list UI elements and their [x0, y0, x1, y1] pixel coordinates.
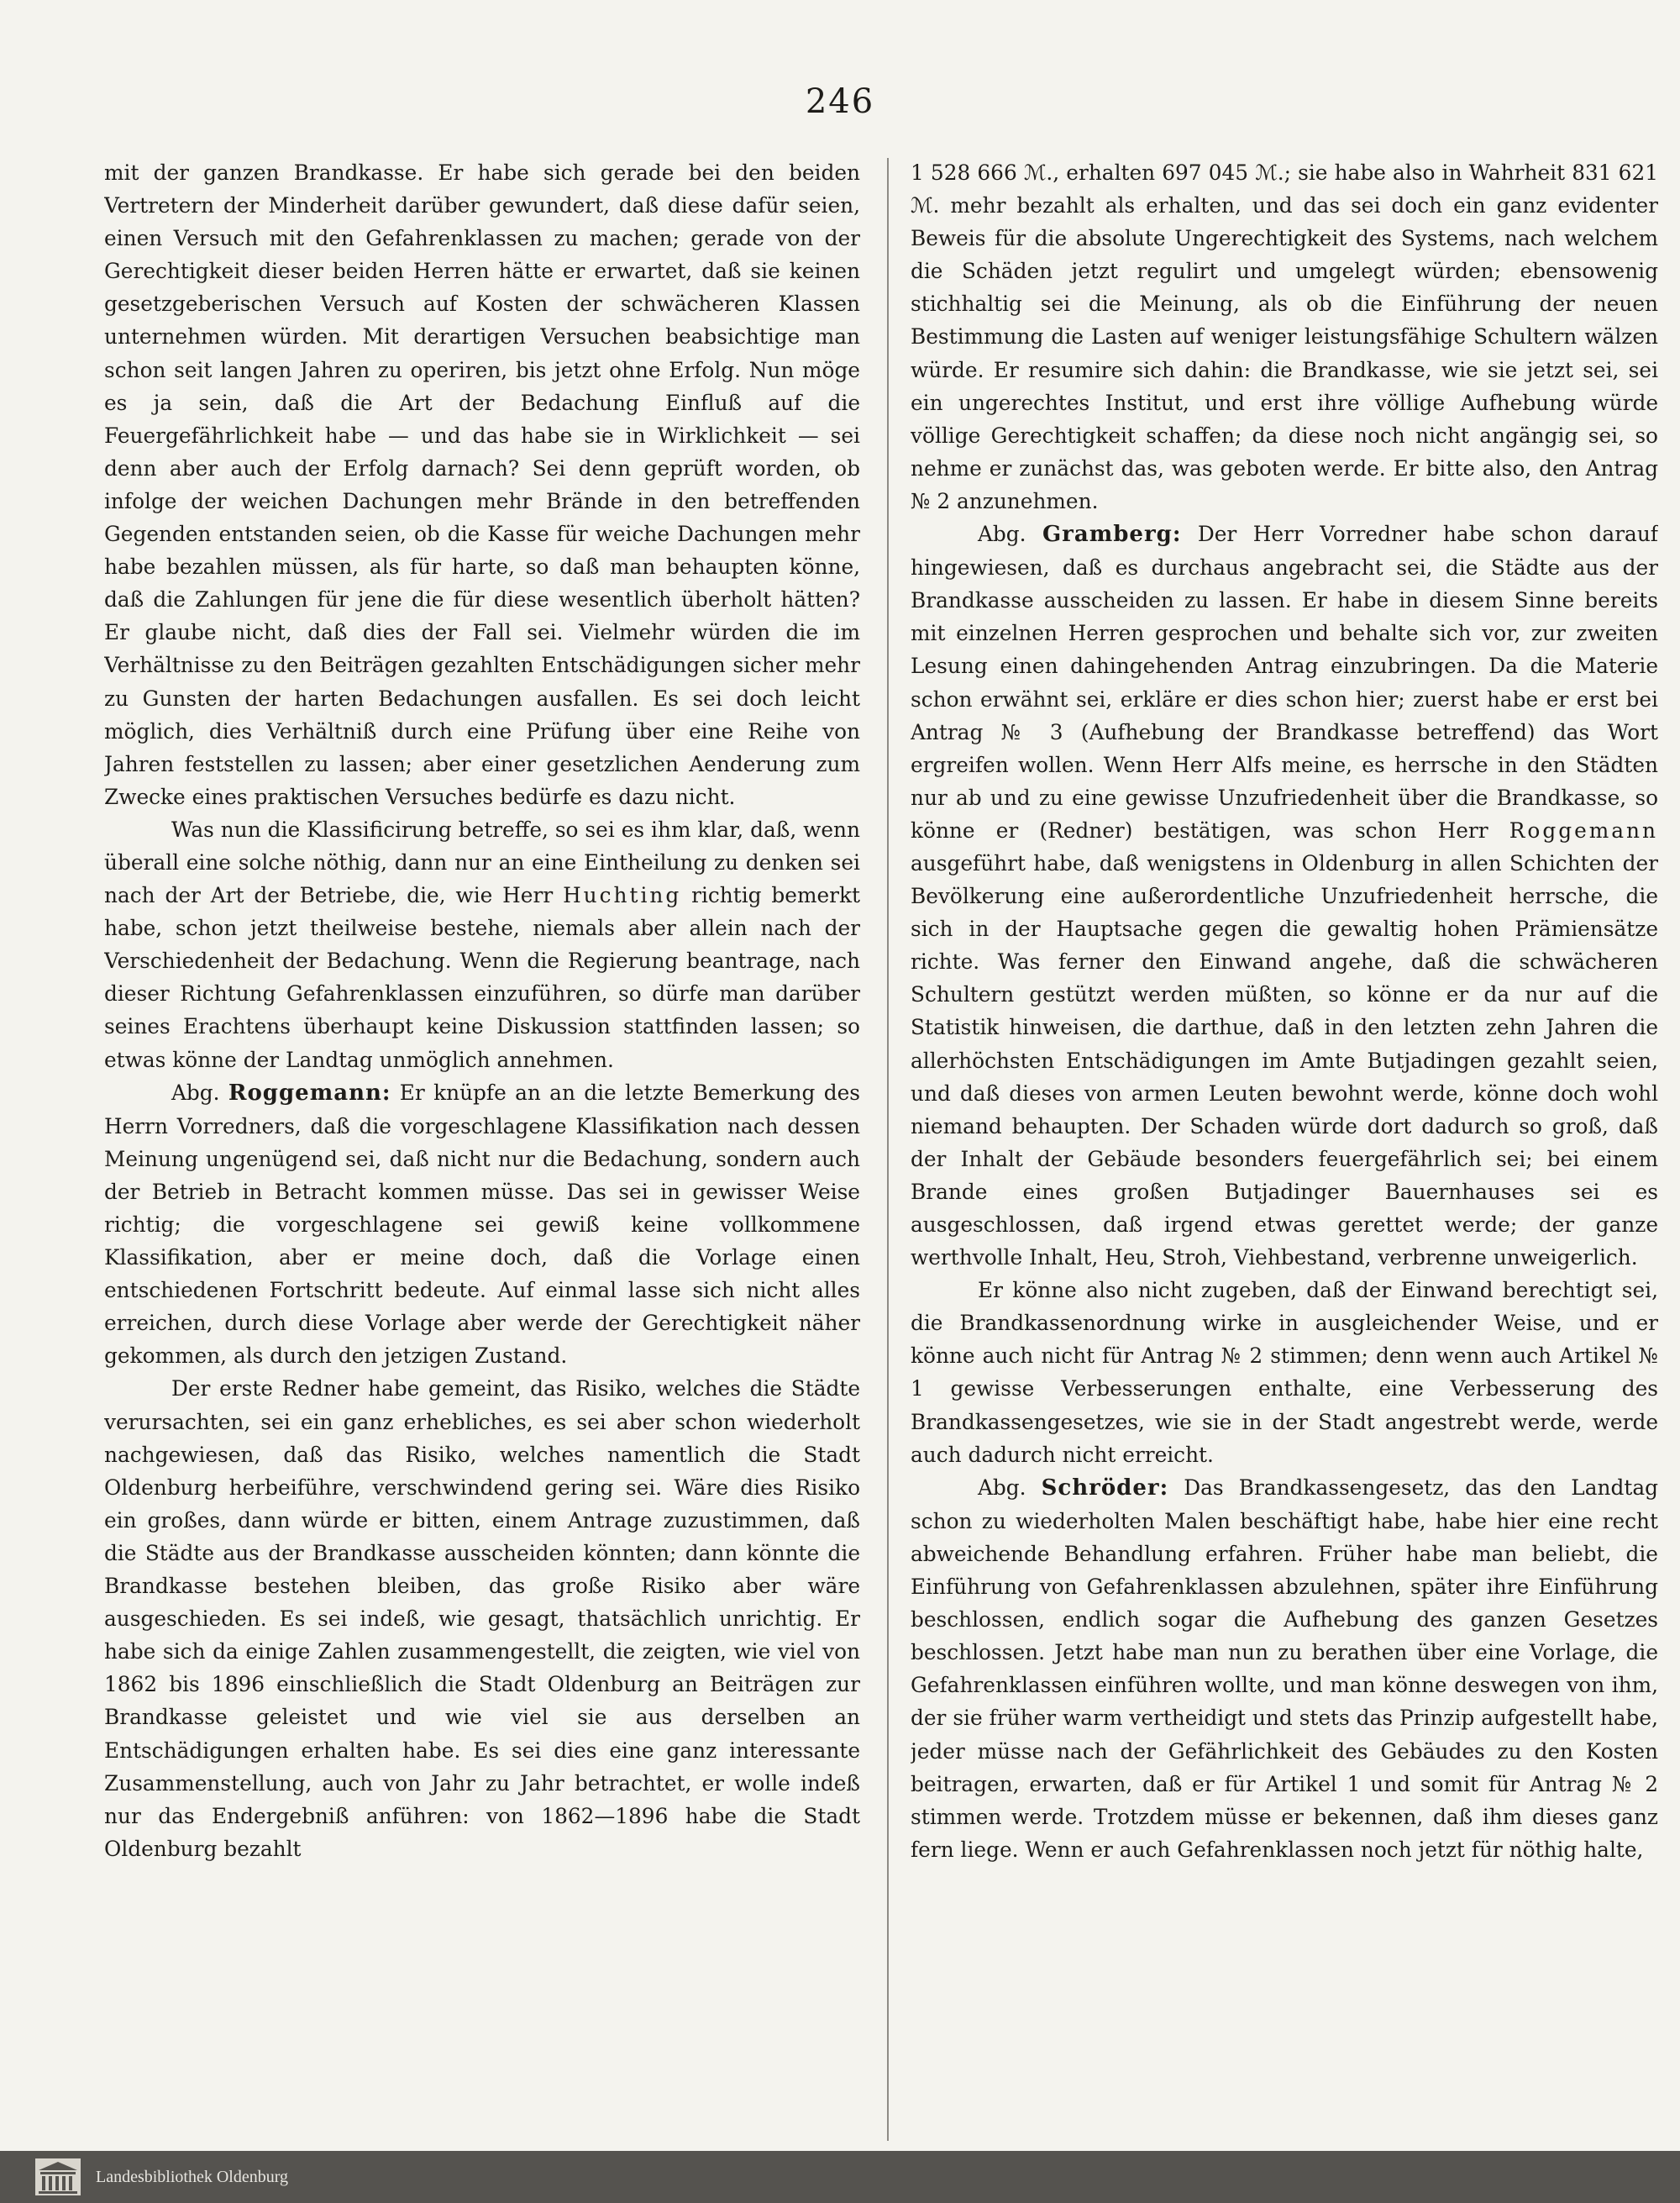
- library-name: Landesbibliothek Oldenburg: [96, 2167, 289, 2186]
- page-number: 246: [805, 82, 875, 121]
- paragraph: [911, 1471, 1658, 1866]
- library-building-logo-icon: [34, 2157, 82, 2197]
- speaker-name: Schröder:: [1041, 1475, 1169, 1501]
- paragraph: Er könne also nicht zugeben, daß der Einwand berechtigt sei, die Brandkassenordnung wirke in ausgleichender Weise, und er könne auch nicht für Antrag № 2 stimmen; denn wenn auch Artikel № 1 gewisse Verbesserungen enthalte, eine Verbesserung des Brandkassengesetzes, wie sie in der Stadt angestrebt werde, werde auch dadurch nicht erreicht.: [911, 1278, 1658, 1467]
- paragraph: [911, 518, 1658, 1274]
- text-run: Was nun die Klassificirung betreffe, so sei es ihm klar, daß, wenn überall eine solche nöthig, dann nur an eine Eintheilung zu denken sei nach der Art der Betriebe, die, wie Herr: [104, 817, 860, 908]
- speaker-name: Roggemann: [1509, 818, 1658, 843]
- speaker-name: Roggemann:: [228, 1080, 391, 1106]
- speaker-name: Gramberg:: [1042, 522, 1182, 548]
- speaker-name: Huchting: [563, 883, 682, 908]
- text-run: Der Herr Vorredner habe schon darauf hingewiesen, daß es durchaus angebracht sei, die Städte aus der Brandkasse ausscheiden zu lassen. Er habe in diesem Sinne bereits mit einzelnen Herren gesprochen und behalte sich vor, zur zweiten Lesung einen dahingehenden Antrag einzubringen. Da die Materie schon erwähnt sei, erkläre er dies schon hier; zuerst habe er erst bei Antrag № 3 (Aufhebung der Brandkasse betreffend) das Wort ergreifen wollen. Wenn Herr Alfs meine, es herrsche in den Städten nur ab und zu eine gewisse Unzufriedenheit über die Brandkasse, so könne er (Redner) bestätigen, was schon Herr: [911, 522, 1658, 843]
- left-column: [104, 156, 860, 2148]
- paragraph: [104, 1076, 860, 1373]
- right-column: [911, 156, 1658, 2148]
- paragraph: Der erste Redner habe gemeint, das Risiko, welches die Städte verursachten, sei ein ganz erhebliches, es sei aber schon wiederholt nachgewiesen, daß das Risiko, welches namentlich die Stadt Oldenburg herbeiführe, verschwindend gering sei. Wäre dies Risiko ein großes, dann würde er bitten, einem Antrage zuzustimmen, daß die Städte aus der Brandkasse ausscheiden könnten; dann könnte die Brandkasse bestehen bleiben, das große Risiko aber wäre ausgeschieden. Es sei indeß, wie gesagt, thatsächlich unrichtig. Er habe sich da einige Zahlen zusammengestellt, die zeigten, wie viel von 1862 bis 1896 einschließlich die Stadt Oldenburg an Beiträgen zur Brandkasse geleistet und wie viel sie aus derselben an Entschädigungen erhalten habe. Es sei dies eine ganz interessante Zusammenstellung, auch von Jahr zu Jahr betrachtet, er wolle indeß nur das Endergebniß anführen: von 1862—1896 habe die Stadt Oldenburg bezahlt: [104, 1376, 860, 1861]
- column-divider: [887, 158, 889, 2141]
- text-run: ausgeführt habe, daß wenigstens in Oldenburg in allen Schichten der Bevölkerung eine außerordentliche Unzufriedenheit herrsche, die sich in der Hauptsache gegen die gewaltig hohen Prämiensätze richte. Was ferner den Einwand angehe, daß die schwächeren Schultern gestützt werden müßten, so könne er da nur auf die Statistik hinweisen, die darthue, daß in den letzten zehn Jahren die allerhöchsten Entschädigungen im Amte Butjadingen gezahlt seien, und daß dieses von armen Leuten bewohnt werde, könne doch wohl niemand behaupten. Der Schaden würde dort dadurch so groß, daß der Inhalt der Gebäude besonders feuergefährlich sei; bei einem Brande eines großen Butjadinger Bauernhauses sei es ausgeschlossen, daß irgend etwas gerettet werde; der ganze werthvolle Inhalt, Heu, Stroh, Viehbestand, verbrenne unweigerlich.: [911, 850, 1658, 1270]
- paragraph: [104, 813, 860, 1076]
- abg-prefix: Abg.: [978, 522, 1042, 547]
- text-run: richtig bemerkt habe, schon jetzt theilweise bestehe, niemals aber allein nach der Verschiedenheit der Bedachung. Wenn die Regierung beantrage, nach dieser Richtung Gefahrenklassen einzuführen, so dürfe man darüber seines Erachtens überhaupt keine Diskussion stattfinden lassen; so etwas könne der Landtag unmöglich annehmen.: [104, 883, 860, 1072]
- paragraph: 1 528 666 ℳ., erhalten 697 045 ℳ.; sie habe also in Wahrheit 831 621 ℳ. mehr bezahlt als erhalten, und das sei doch ein ganz evidenter Beweis für die absolute Ungerechtigkeit des Systems, nach welchem die Schäden jetzt regulirt und umgelegt würden; ebensowenig stichhaltig sei die Meinung, als ob die Einführung der neuen Bestimmung die Lasten auf weniger leistungsfähige Schultern wälzen würde. Er resumire sich dahin: die Brandkasse, wie sie jetzt sei, sei ein ungerechtes Institut, und erst ihre völlige Aufhebung würde völlige Gerechtigkeit schaffen; da diese noch nicht angängig sei, so nehme er zunächst das, was geboten werde. Er bitte also, den Antrag № 2 anzunehmen.: [911, 160, 1658, 513]
- text-run: Er knüpfe an an die letzte Bemerkung des Herrn Vorredners, daß die vorgeschlagene Klassifikation nach dessen Meinung ungenügend sei, daß nicht nur die Bedachung, sondern auch der Betrieb in Betracht kommen müsse. Das sei in gewisser Weise richtig; die vorgeschlagene sei gewiß keine vollkommene Klassifikation, aber er meine doch, daß die Vorlage einen entschiedenen Fortschritt bedeute. Auf einmal lasse sich nicht alles erreichen, durch diese Vorlage aber werde der Gerechtigkeit näher gekommen, als durch den jetzigen Zustand.: [104, 1080, 860, 1369]
- text-run: Das Brandkassengesetz, das den Landtag schon zu wiederholten Malen beschäftigt habe, habe hier eine recht abweichende Behandlung erfahren. Früher habe man beliebt, die Einführung von Gefahrenklassen abzulehnen, später ihre Einführung beschlossen, endlich sogar die Aufhebung des ganzen Gesetzes beschlossen. Jetzt habe man nun zu berathen über eine Vorlage, die Gefahrenklassen einführen wollte, und man könne deswegen von ihm, der sie früher warm vertheidigt und stets das Prinzip aufgestellt habe, jeder müsse nach der Gefährlichkeit des Gebäudes zu den Kosten beitragen, erwarten, daß er für Artikel 1 und somit für Antrag № 2 stimmen werde. Trotzdem müsse er bekennen, daß ihm dieses ganz fern liege. Wenn er auch Gefahrenklassen noch jetzt für nöthig halte,: [911, 1475, 1658, 1862]
- abg-prefix: Abg.: [978, 1475, 1042, 1500]
- footer-bar: [0, 2151, 1680, 2203]
- paragraph: mit der ganzen Brandkasse. Er habe sich gerade bei den beiden Vertretern der Minderheit darüber gewundert, daß diese dafür seien, einen Versuch mit den Gefahrenklassen zu machen; gerade von der Gerechtigkeit dieser beiden Herren hätte er erwartet, daß sie keinen gesetzgeberischen Versuch auf Kosten der schwächeren Klassen unternehmen würden. Mit derartigen Versuchen beabsichtige man schon seit langen Jahren zu operiren, bis jetzt ohne Erfolg. Nun möge es ja sein, daß die Art der Bedachung Einfluß auf die Feuergefährlichkeit habe — und das habe sie in Wirklichkeit — sei denn aber auch der Erfolg darnach? Sei denn geprüft worden, ob infolge der weichen Dachungen mehr Brände in den betreffenden Gegenden entstanden seien, ob die Kasse für weiche Dachungen mehr habe bezahlen müssen, als für harte, so daß man behaupten könne, daß die Zahlungen für jene die für diese wesentlich überholt hätten? Er glaube nicht, daß dies der Fall sei. Vielmehr würden die im Verhältnisse zu den Beiträgen gezahlten Entschädigungen sicher mehr zu Gunsten der harten Bedachungen ausfallen. Es sei doch leicht möglich, dies Verhältniß durch eine Prüfung über eine Reihe von Jahren feststellen zu lassen; aber einer gesetzlichen Aenderung zum Zwecke eines praktischen Versuches bedürfe es dazu nicht.: [104, 160, 860, 809]
- abg-prefix: Abg.: [171, 1080, 228, 1105]
